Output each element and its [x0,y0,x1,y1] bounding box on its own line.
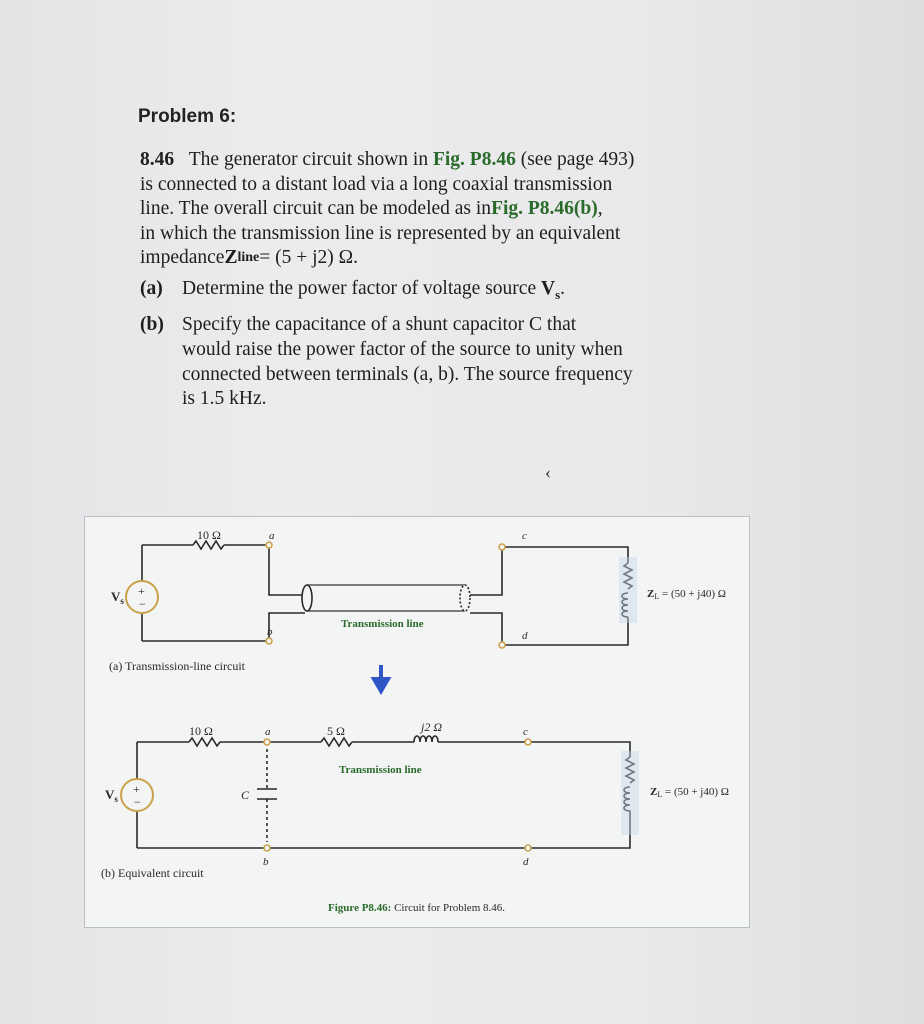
load-b-highlight [621,751,639,835]
label-b-source-minus: − [134,795,141,809]
line3-end: , [597,198,603,220]
part-b-body [182,313,692,411]
down-arrow-icon [374,665,388,691]
label-b-load: ZL = (50 + j40) Ω [650,786,729,799]
part-b-line-1: Specify the capacitance of a shunt capacitor C that [182,314,577,336]
part-a-vs-sub: s [555,286,561,302]
coax-left-end [302,585,312,611]
problem-line-4: in which the transmission line is represented by an equivalent [140,222,621,244]
wire-a-bottom [142,613,305,641]
part-b-label: (b) [140,314,164,336]
label-a-node-c: c [522,530,527,542]
label-b-node-a: a [265,726,271,738]
label-a-source-minus: − [139,597,146,611]
part-b [140,313,692,411]
capacitor-c-plates [257,789,277,799]
resistor-b-10ohm [189,738,220,746]
terminal-b-b [264,845,270,851]
label-a-source-plus: + [138,584,145,598]
terminal-b-d [525,845,531,851]
part-b-line-2: would raise the power factor of the source to unity when [182,339,623,361]
zline-sub: line [237,250,260,266]
label-b-tline: Transmission line [339,764,422,776]
part-b-line-3: connected between terminals (a, b). The source frequency [182,363,633,385]
zline-symbol: Z [224,247,238,269]
label-a-node-a: a [269,530,275,542]
line3-text: line. The overall circuit can be modeled as in [140,198,492,220]
label-a-load: ZL = (50 + j40) Ω [647,588,726,601]
label-b-line-r: 5 Ω [327,724,345,738]
problem-line-3 [140,197,692,222]
load-a-highlight [619,557,637,623]
problem-line-2: is connected to a distant load via a long coaxial transmission [140,173,613,195]
figure-ref-b: Fig. P8.46(b) [491,198,598,220]
label-b-source-plus: + [133,782,140,796]
line-r-5ohm [321,738,352,746]
problem-line-1 [140,148,692,173]
figure-caption: Figure P8.46: Circuit for Problem 8.46. [328,902,505,914]
terminal-b-c [525,739,531,745]
terminal-a-a [266,542,272,548]
label-b-node-d: d [523,856,529,868]
caption-b: (b) Equivalent circuit [101,866,204,880]
figure-p8-46 [84,516,750,928]
terminal-a-c [499,544,505,550]
label-b-capacitor: C [241,788,250,802]
terminal-a-d [499,642,505,648]
label-b-resistor: 10 Ω [189,724,213,738]
label-b-node-c: c [523,726,528,738]
part-a [140,277,692,307]
part-a-vs: V [540,277,556,299]
label-b-node-b: b [263,856,269,868]
resistor-a-10ohm [193,541,224,549]
zline-value: = (5 + j2) Ω. [259,247,359,269]
label-b-source: $V_s$ [105,787,118,804]
wire-b-top-right [438,742,630,757]
stray-pen-mark: ‹ [545,462,551,482]
caption-a: (a) Transmission-line circuit [109,659,245,673]
label-b-line-l: j2 Ω [421,720,443,734]
page-ref: (see page 493) [515,149,635,170]
wire-b-bottom [137,829,630,848]
label-a-node-d: d [522,630,528,642]
part-a-body [182,277,692,307]
wire-a-right-bottom [470,613,628,645]
terminal-b-a [264,739,270,745]
coax-body [307,585,465,611]
part-a-label: (a) [140,277,163,299]
problem-title: Problem 6: [138,106,237,127]
circuit-diagram [85,517,749,927]
terminal-a-b [266,638,272,644]
wire-a-right-top [470,547,628,595]
label-a-source: $V_s$ [111,589,124,606]
part-b-line-4: is 1.5 kHz. [182,388,267,410]
label-a-tline: Transmission line [341,618,424,630]
problem-statement [140,148,692,412]
label-a-resistor: 10 Ω [197,528,221,542]
figure-ref: Fig. P8.46 [432,149,516,170]
part-a-end: . [560,277,566,299]
intro-text: The generator circuit shown in [188,149,433,170]
wire-a-top-to-a [224,545,305,595]
part-a-text: Determine the power factor of voltage source [182,277,541,299]
problem-number: 8.46 [140,149,175,170]
label-a-node-b: b [267,626,273,638]
problem-line-5 [140,246,692,271]
line-l-j2ohm [414,736,438,742]
line5-text: impedance [140,247,225,269]
coax-right-end [460,585,470,611]
